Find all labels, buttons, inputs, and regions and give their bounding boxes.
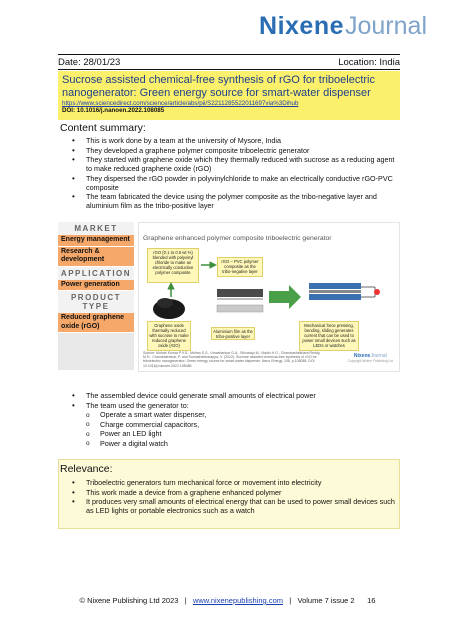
diagram-logo bbox=[348, 354, 393, 364]
footer-copyright: © Nixene Publishing Ltd 2023 bbox=[79, 596, 179, 605]
product-type-heading: PRODUCT TYPE bbox=[58, 291, 134, 313]
results-item: • The team used the generator to: bbox=[72, 401, 402, 410]
footer-separator: | bbox=[289, 596, 292, 605]
footer-separator: | bbox=[184, 596, 187, 605]
rgo-powder-icon bbox=[153, 299, 185, 319]
journal-logo bbox=[259, 14, 427, 39]
summary-item: • They dispersed the rGO powder in polyvinylchloride to make an electrically conductive rGO-PVC composite bbox=[72, 174, 402, 192]
summary-item: • The team fabricated the device using the polymer composite as the tribo-negative layer and aluminium film as the tribo-positive layer bbox=[72, 192, 402, 210]
results-item: • The assembled device could generate small amounts of electrical power bbox=[72, 391, 402, 400]
footer-website-link[interactable]: www.nixenepublishing.com bbox=[192, 596, 283, 605]
process-arrow-icon bbox=[269, 285, 301, 309]
footer-page-number: 16 bbox=[367, 596, 376, 605]
product-item: Reduced graphene oxide (rGO) bbox=[58, 313, 134, 333]
diagram-logo-main: Nixene bbox=[353, 353, 371, 359]
market-heading: MARKET bbox=[58, 222, 134, 235]
results-subitem: o Power a digital watch bbox=[86, 439, 402, 448]
results-subitem: o Charge commercial capacitors, bbox=[86, 420, 402, 429]
diagram-title: Graphene enhanced polymer composite triboelectric generator bbox=[143, 235, 332, 242]
results-sublist bbox=[86, 410, 402, 448]
diagram-box-aluminium: Aluminium film as the tribo-positive layer bbox=[211, 327, 255, 340]
results-subitem: o Power an LED light bbox=[86, 429, 402, 438]
header-rule-bottom bbox=[58, 69, 400, 70]
market-item: Energy management bbox=[58, 235, 134, 247]
summary-item: • They started with graphene oxide which they thermally reduced with sucrose as a reducing agent to make reduced graphene oxide (rGO) bbox=[72, 155, 402, 173]
diagram-box-mechanical-force: Mechanical force pressing, bending, sliding generates current that can be used to power small devices such as LEDs or watches bbox=[299, 321, 359, 351]
market-item: Research & development bbox=[58, 247, 134, 267]
composite-film-icon bbox=[217, 289, 263, 297]
summary-item: • They developed a graphene polymer composite triboelectric generator bbox=[72, 146, 402, 155]
relevance-item: • This work made a device from a graphene enhanced polymer bbox=[72, 488, 402, 497]
relevance-list bbox=[72, 478, 402, 516]
logo-sub-text: Journal bbox=[345, 12, 427, 40]
article-link[interactable]: https://www.sciencedirect.com/science/article/abs/pii/S2211285522011697via%3Dihub bbox=[62, 100, 299, 107]
application-heading: APPLICATION bbox=[58, 267, 134, 280]
footer-volume: Volume 7 issue 2 bbox=[297, 596, 355, 605]
process-diagram bbox=[138, 222, 400, 372]
relevance-heading: Relevance: bbox=[60, 463, 113, 475]
date-location-bar bbox=[58, 55, 400, 69]
location-label: Location: India bbox=[338, 56, 400, 68]
diagram-box-graphene-oxide: Graphene oxide thermally reduced with sucrose to make reduced graphene oxide (rGO) bbox=[147, 321, 191, 351]
diagram-logo-sub: Journal bbox=[370, 353, 387, 359]
summary-list bbox=[72, 136, 402, 211]
content-summary-heading: Content summary: bbox=[60, 122, 146, 134]
application-item: Power generation bbox=[58, 280, 134, 292]
diagram-box-pvc-layer: rGO – PVC polymer composite as the tribo-negative layer bbox=[217, 257, 263, 277]
relevance-item: • Triboelectric generators turn mechanical force or movement into electricity bbox=[72, 478, 402, 487]
article-doi: DOI: 10.1016/j.nanoen.2022.108085 bbox=[62, 107, 165, 114]
date-label: Date: 28/01/23 bbox=[58, 56, 121, 68]
diagram-logo-caption: Copyright Nixene Publishing Ltd bbox=[347, 359, 393, 363]
article-title-box bbox=[58, 71, 400, 120]
article-title: Sucrose assisted chemical-free synthesis of rGO for triboelectric nanogenerator: Green energy source for smart-water dispenser bbox=[62, 74, 376, 99]
logo-main-text: Nixene bbox=[259, 12, 344, 40]
relevance-item: • It produces very small amounts of electrical energy that can be used to power small devices such as LED lights or portable electronics such as a watch bbox=[72, 497, 402, 515]
page-footer bbox=[0, 596, 455, 605]
results-list bbox=[72, 391, 402, 449]
led-icon bbox=[374, 289, 380, 295]
triboelectric-device-icon bbox=[309, 283, 361, 289]
diagram-box-rgo-blend: rGO (0.1 to 0.5 wt %) blended with polyvinyl chloride to make an electrically conductive polymer composite bbox=[147, 248, 199, 283]
summary-item: • This is work done by a team at the university of Mysore, India bbox=[72, 136, 402, 145]
diagram-reference: Source: Mohan Kumar P.V.S., Mohan S.S., Umashankar G.A., Shivaraju M., Naidu H.G., Chandrashekhara Reddy, M.H., Chandrashekar, P. and Somashekharappa, V. (2022). Sucrose assisted chemical-free synthesis of rGO for triboelectric nanogenerator: Green energy source for smart-water dispenser. Nano Energy, 108, p.108085. DOI 10.1016/j.nanoen.2022.108085 bbox=[143, 351, 321, 368]
results-subitem: o Operate a smart water dispenser, bbox=[86, 410, 402, 419]
market-panel bbox=[58, 222, 134, 370]
